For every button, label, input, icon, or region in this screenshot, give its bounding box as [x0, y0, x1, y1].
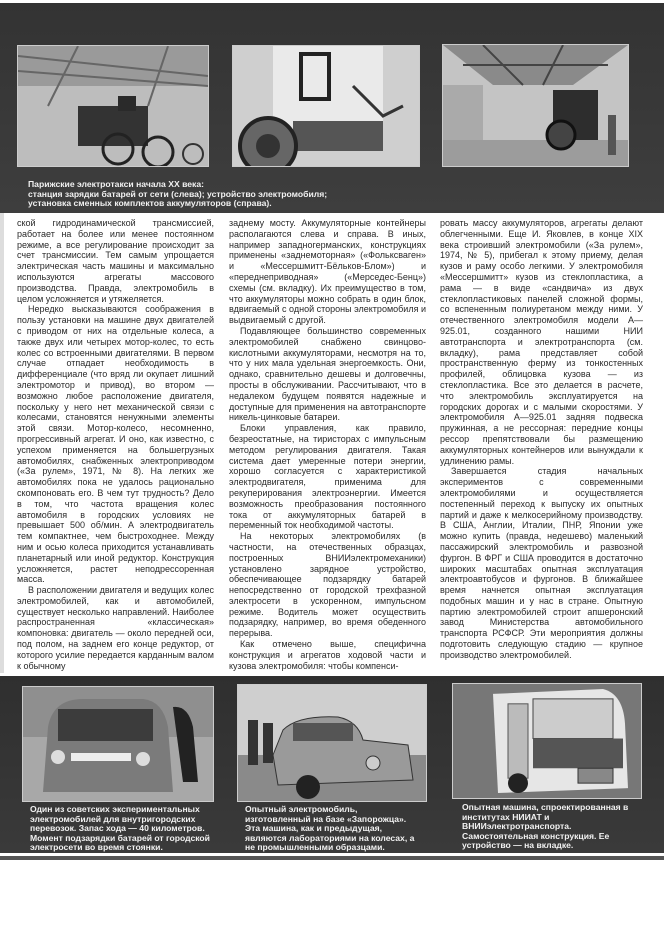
article-column-2	[229, 218, 426, 671]
caption-text: Один из советских экспериментальных электромобилей для внутригородских перевозок. Запас хода — 40 километров. Момент подзарядки батарей от городской электросети во время стоянки.	[30, 804, 210, 853]
page-edge	[0, 213, 4, 673]
photo-charging-station	[17, 45, 209, 167]
photo-niiat-experimental-van	[452, 683, 642, 799]
caption-body: станция зарядки батарей от сети (слева); устройство электромобиля; установка сменных комплектов аккумуляторов (справа).	[28, 188, 328, 209]
paragraph: Нередко высказываются соображения в пользу установки на машине двух двигателей с приводом от них на отдельные колеса, а также двух или четырех мотор-колес, то есть колес со встроенными двигателями. В первом случае отпадает необходимость в дифференциале (что вряд ли окупает лишний электромотор и привод), во втором — возможно любое расположение двигателя, поскольку у него нет механической связи с колесами, становятся ненужными элементы этой связи. Мотор-колесо, несомненно, прогрессивный агрегат. И оно, как известно, с успехом применяется на большегрузных автомобилях, снабженных электроприводом («За рулем», 1971, № 8). На легких же автомобилях пока не удалось рационально скомпоновать его. В чем тут трудность? Дело в том, что частота вращения колес автомобиля в городских условиях не превышает 500 об/мин. А электродвигатель тем компактнее, чем быстроходнее. Между ним и осью колеса приходится устанавливать планетарный или иной редуктор. Конструкция усложняется, растет неподрессоренная масса.	[17, 304, 214, 585]
paragraph: ской гидродинамической трансмиссией, работает на более или менее постоянном режиме, а все регулирование происходит за счет трансмиссии. Тем самым упрощается электрическая часть машины и максимально используются агрегаты массового производства. Правда, электромобиль в целом усложняется и утяжеляется.	[17, 218, 214, 304]
paragraph: Блоки управления, как правило, безреостатные, на тиристорах с импульсным методом регулирования двигателя. Такая система дает умеренные потери энергии, хорошо согласуется с характеристикой электродвигателя, применима для рекуперирования электроэнергии. Имеется возможность преобразования постоянного тока от аккумуляторных батарей в переменный ток необходимой частоты.	[229, 423, 426, 531]
article-column-1	[17, 218, 214, 671]
caption-text: Опытный электромобиль, изготовленный на базе «Запорожца». Эта машина, как и предыдущая, являются лабораториями на колесах, а не промышленными образцами.	[245, 804, 415, 853]
article-column-3	[440, 218, 643, 661]
caption-text: Опытная машина, спроектированная в институтах НИИАТ и ВНИИэлектротранспорта. Самостоятельная конструкция. Ее устройство — на вкладке.	[462, 802, 629, 851]
paragraph: ровать массу аккумуляторов, агрегаты делают облегченными. Еще И. Яковлев, в конце XIX века строивший электромобили («За рулем», 1974, № 5), прибегал к этому приему, делая кузов и раму особо легкими. У электромобиля «Мессершмитт» кузов из стеклопластика, а рама — в виде «сандвича» из двух стеклопластиковых панелей сложной формы, со вспененным полиуретаном между ними. У отечественного электромобиля модели А—925.01, созданного нашими НИИ автотранспорта и электротранспорта (см. вкладку), рама представляет собой пространственную ферму из тонкостенных профилей, облицовка кузова — из стеклопластика. Все это делается в расчете, что электромобиль эксплуатируется на городских дорогах и с малыми скоростями. У электромобиля А—925.01 задняя подвеска пружинная, а не рессорная: передние концы рессор препятствовали бы размещению аккумуляторных контейнеров или вынуждали к удлинению рамы.	[440, 218, 643, 466]
bottom-caption-2	[245, 805, 420, 853]
paragraph: На некоторых электромобилях (в частности, на отечественных образцах, построенных ВНИИэлектромеханики) установлено зарядное устройство, обеспечивающее подзарядку батарей непосредственно от городской трехфазной электросети в ускоренном, импульсном режиме. Водитель может осуществить подзарядку, например, во время обеденного перерыва.	[229, 531, 426, 639]
photo-zaporozhets-electric	[237, 684, 427, 802]
photo-battery-replacement	[442, 44, 629, 167]
caption-title: Парижские электротакси начала XX века:	[28, 179, 204, 189]
top-figure-caption	[28, 180, 358, 209]
bottom-rule	[0, 856, 664, 860]
paragraph: Подавляющее большинство современных электромобилей снабжено свинцово-кислотными аккумуляторами, несмотря на то, что у них мала удельная энергоемкость. Они, однако, сравнительно дешевы и долговечны, просты в обслуживании. Рассчитывают, что в недалеком будущем появятся надежные и доступные для применения на автотранспорте никель-цинковые батареи.	[229, 325, 426, 423]
bottom-caption-1	[30, 805, 210, 853]
photo-electric-taxi-mechanism	[232, 45, 420, 167]
paragraph: Как отмечено выше, специфична конструкция и агрегатов ходовой части и кузова электромобиля: чтобы компенси-	[229, 639, 426, 671]
photo-soviet-electric-van	[22, 686, 214, 802]
bottom-caption-3	[462, 803, 637, 851]
paragraph: заднему мосту. Аккумуляторные контейнеры располагаются слева и справа. В иных, например западногерманских, конструкциях применены «заднемоторная» («Фольксваген» и «Мессершмитт-Бёльков-Блом») и «переднеприводная» («Мерседес-Бенц») схемы (см. вкладку). Их преимущество в том, что аккумуляторы можно собрать в один блок, вдвигаемый с одной стороны электромобиля и выдвигаемый с другой.	[229, 218, 426, 326]
paragraph: Завершается стадия начальных экспериментов с современными электромобилями и осуществляется постепенный переход к выпуску их опытных партий и даже к мелкосерийному производству. В США, Англии, Италии, ПНР, Японии уже можно купить (правда, недешево) маленький пассажирский электромобиль и развозной фургон. В ФРГ и США проводится в достаточно широких масштабах опытная эксплуатация электроавтобусов и фургонов. В ближайшее время начнется опытная эксплуатация подобных машин и у нас в стране. Опытную партию электромобилей строит апшеронский завод Министерства автомобильного транспорта РСФСР. Эти мероприятия должны подготовить следующую стадию — крупное производство электромобилей.	[440, 466, 643, 660]
paragraph: В расположении двигателя и ведущих колес электромобилей, как и автомобилей, существует несколько направлений. Наиболее распространенная «классическая» компоновка: двигатель — около передней оси, под полом, на заднем его конце редуктор, от которого усилие передается карданным валом к обычному	[17, 585, 214, 671]
